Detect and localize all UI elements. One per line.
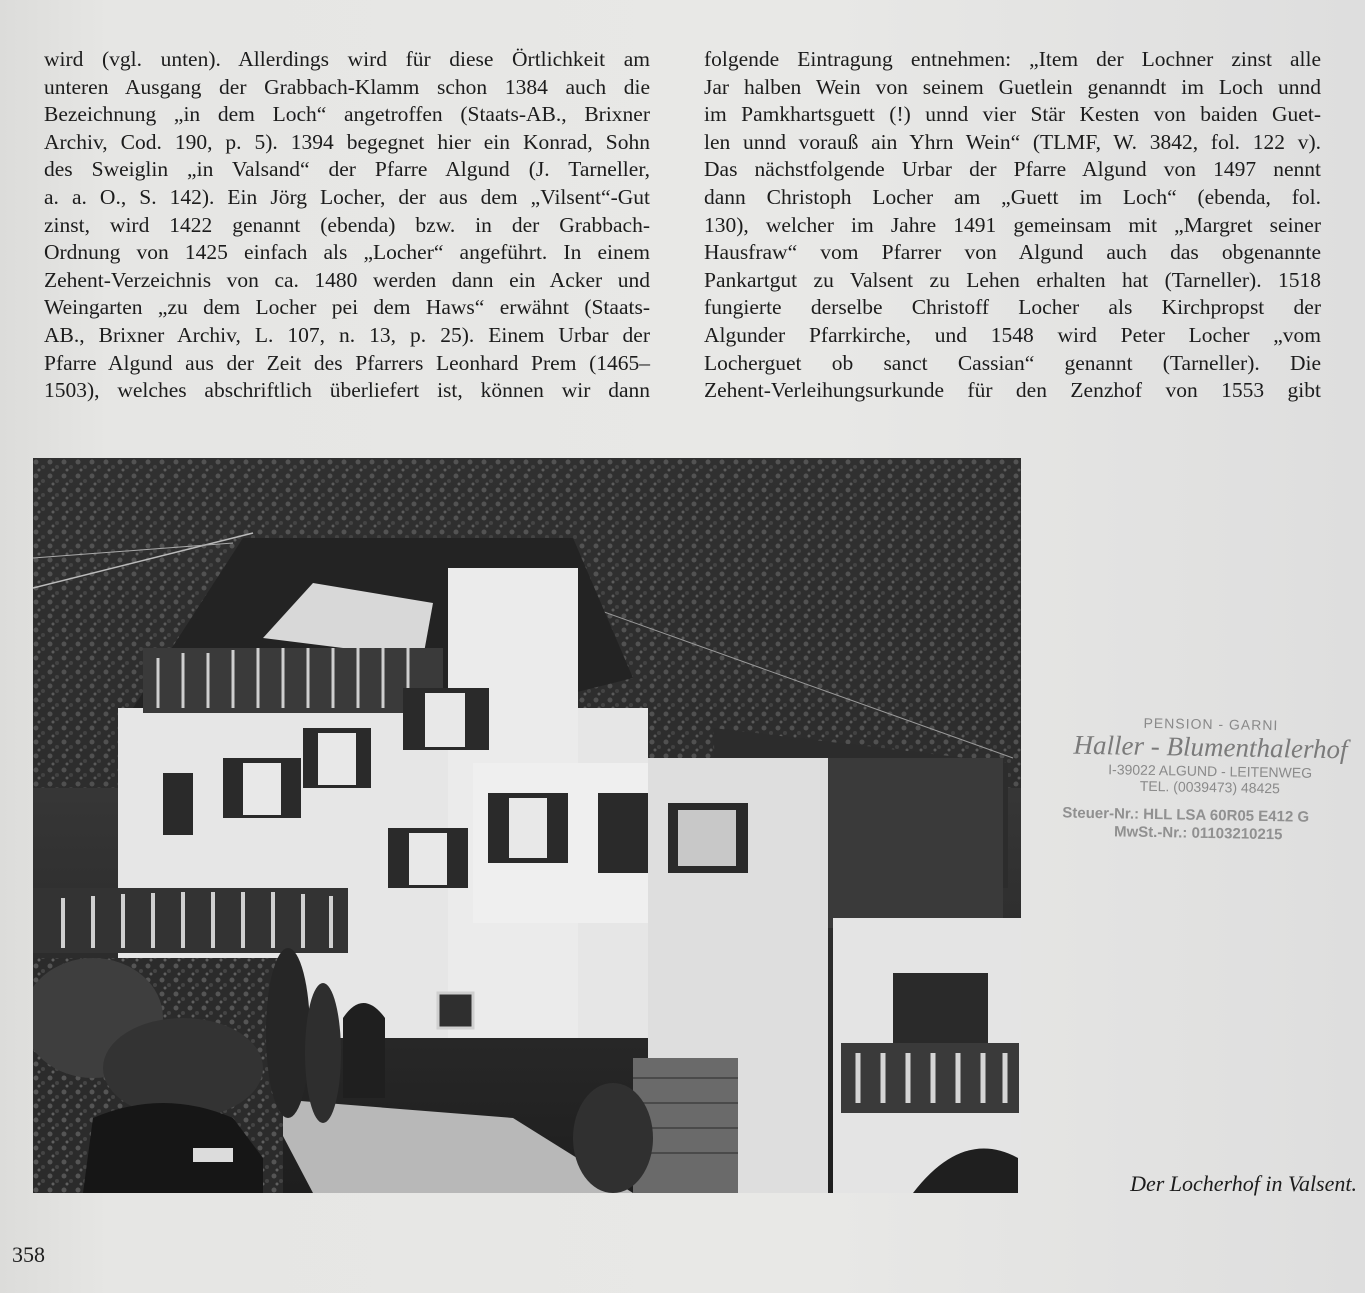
- stamp-line: MwSt.-Nr.: 01103210215: [1113, 822, 1283, 843]
- locherhof-photo: [33, 458, 1021, 1193]
- text-line: Pankartgut zu Valsent zu Lehen erhalten hat (Tarneller). 1518: [704, 267, 1321, 292]
- stamp-line: Haller - Blumenthalerhof: [1073, 729, 1348, 765]
- text-line: folgende Eintragung entnehmen: „Item der Lochner zinst alle: [704, 47, 1321, 71]
- text-line: Zehent-Verleihungsurkunde für den Zenzhof von 1553 gibt: [704, 378, 1321, 403]
- pension-stamp: [1054, 713, 1365, 844]
- text-line: 130), welcher im Jahre 1491 gemeinsam mit „Margret seiner: [704, 212, 1321, 237]
- text-line: len unnd vorauß ain Yhrn Wein“ (TLMF, W. 3842, fol. 122 v).: [704, 129, 1321, 154]
- text-line: Das nächstfolgende Urbar der Pfarre Algund von 1497 nennt: [704, 157, 1321, 182]
- stamp-line: TEL. (0039473) 48425: [1139, 778, 1281, 797]
- text-line: Hausfraw“ vom Pfarrer von Algund auch das obgenannte: [704, 240, 1321, 265]
- text-line: AB., Brixner Archiv, L. 107, n. 13, p. 25). Einem Urbar der: [44, 322, 650, 347]
- stamp-line: I-39022 ALGUND - LEITENWEG: [1108, 761, 1313, 781]
- page-number: 358: [12, 1242, 45, 1267]
- text-line: Bezeichnung „in dem Loch“ angetroffen (Staats-AB., Brixner: [44, 102, 650, 127]
- text-line: Locherguet ob sanct Cassian“ genannt (Tarneller). Die: [704, 350, 1321, 375]
- text-line: im Pamkhartsguett (!) unnd vier Stär Kesten von baiden Guet-: [704, 102, 1321, 127]
- text-line: Algunder Pfarrkirche, und 1548 wird Peter Locher „vom: [704, 322, 1321, 347]
- right-text-column: [704, 46, 1321, 405]
- photo-caption: Der Locherhof in Valsent.: [1130, 1171, 1357, 1196]
- text-line: unteren Ausgang der Grabbach-Klamm schon 1384 auch die: [44, 74, 650, 99]
- text-line: Ordnung von 1425 einfach als „Locher“ angeführt. In einem: [44, 240, 650, 265]
- text-line: Archiv, Cod. 190, p. 5). 1394 begegnet hier ein Konrad, Sohn: [44, 129, 650, 154]
- left-text-column: [44, 46, 650, 405]
- house-illustration: [33, 458, 1021, 1193]
- stamp-line: Steuer-Nr.: HLL LSA 60R05 E412 G: [1062, 804, 1310, 827]
- text-line: Weingarten „zu dem Locher pei dem Haws“ erwähnt (Staats-: [44, 295, 650, 320]
- text-line: des Sweiglin „in Valsand“ der Pfarre Algund (J. Tarneller,: [44, 157, 650, 182]
- text-line: a. a. O., S. 142). Ein Jörg Locher, der aus dem „Vilsent“-Gut: [44, 184, 650, 209]
- text-line: Jar halben Wein von seinem Guetlein genanndt im Loch unnd: [704, 74, 1321, 99]
- text-line: Pfarre Algund aus der Zeit des Pfarrers Leonhard Prem (1465–: [44, 350, 650, 375]
- stamp-line: PENSION - GARNI: [1143, 714, 1279, 734]
- text-line: wird (vgl. unten). Allerdings wird für diese Örtlichkeit am: [44, 47, 650, 71]
- text-line: zinst, wird 1422 genannt (ebenda) bzw. in der Grabbach-: [44, 212, 650, 237]
- text-line: fungierte derselbe Christoff Locher als Kirchpropst der: [704, 295, 1321, 320]
- text-line: 1503), welches abschriftlich überliefert ist, können wir dann: [44, 378, 650, 403]
- text-line: Zehent-Verzeichnis von ca. 1480 werden dann ein Acker und: [44, 267, 650, 292]
- text-line: dann Christoph Locher am „Guett im Loch“ (ebenda, fol.: [704, 184, 1321, 209]
